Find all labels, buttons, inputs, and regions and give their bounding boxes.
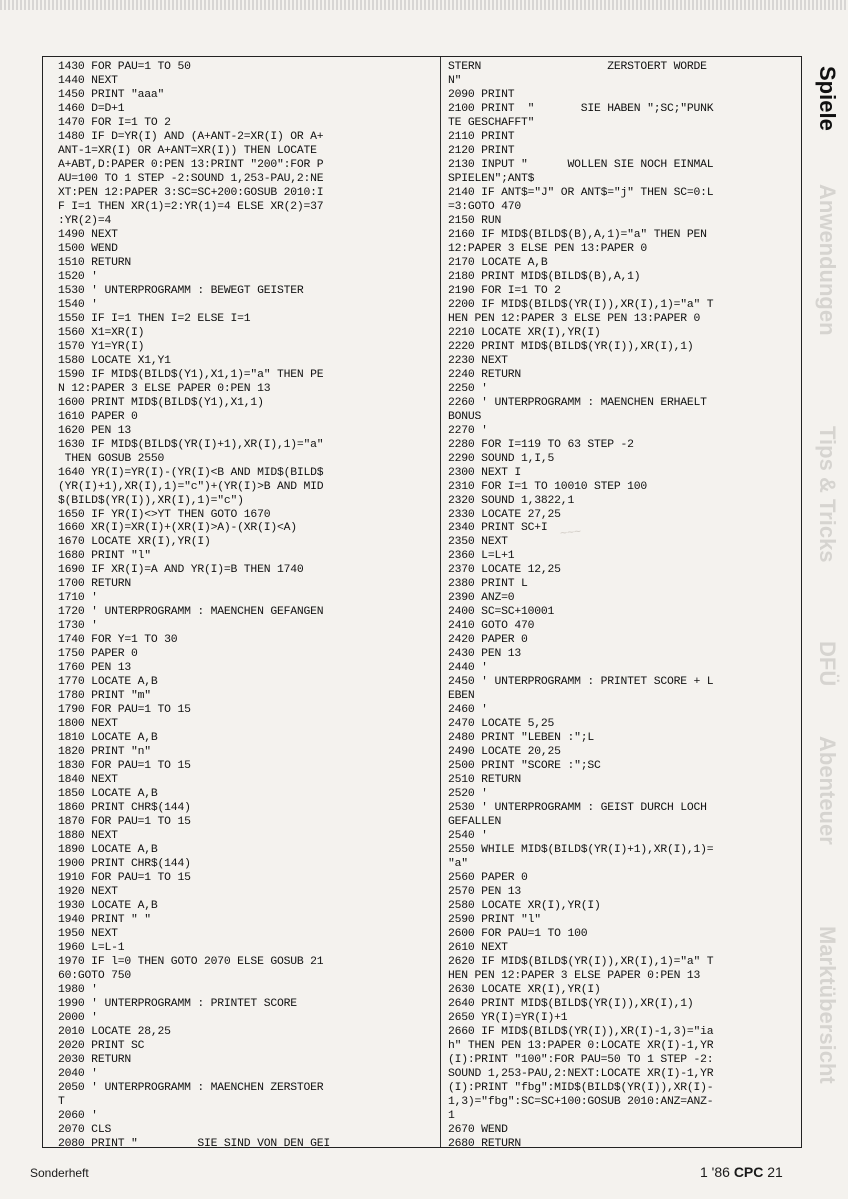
code-right-line: 2640 PRINT MID$(BILD$(YR(I)),XR(I),1) [448, 997, 694, 1010]
code-left-line: 1730 ' [58, 620, 98, 633]
code-right-line: GEFALLEN [448, 816, 502, 829]
code-left-line: 1790 FOR PAU=1 TO 15 [58, 704, 191, 717]
code-right-line: BONUS [448, 410, 482, 423]
code-right-line: 2300 NEXT I [448, 466, 521, 479]
code-left-line: 1540 ' [58, 298, 98, 311]
code-left-line: THEN GOSUB 2550 [58, 452, 165, 465]
code-right-line: 2320 SOUND 1,3822,1 [448, 494, 575, 507]
code-left-line: 1520 ' [58, 270, 98, 283]
footer-label: Sonderheft [30, 1166, 89, 1180]
code-right-line: HEN PEN 12:PAPER 3 ELSE PEN 13:PAPER 0 [448, 312, 701, 325]
code-right-line: 2470 LOCATE 5,25 [448, 718, 555, 731]
code-left-line: 2060 ' [58, 1109, 98, 1122]
column-divider [440, 57, 441, 1148]
code-left-line: 2050 ' UNTERPROGRAMM : MAENCHEN ZERSTOER [58, 1081, 324, 1094]
code-left-line: 1840 NEXT [58, 774, 118, 787]
code-left-line: 1640 YR(I)=YR(I)-(YR(I)<B AND MID$(BILD$ [58, 466, 324, 479]
code-left-line: 2010 LOCATE 28,25 [58, 1025, 171, 1038]
code-left-line: 1680 PRINT "l" [58, 550, 151, 563]
code-left-line: 1960 L=L-1 [58, 942, 125, 955]
code-left-line: 1950 NEXT [58, 928, 118, 941]
code-left-line: 1700 RETURN [58, 578, 131, 591]
code-left-line: 1710 ' [58, 592, 98, 605]
code-right-line: 2450 ' UNTERPROGRAMM : PRINTET SCORE + L [448, 676, 714, 689]
code-left-line: 1930 LOCATE A,B [58, 900, 158, 913]
code-right-line: 2510 RETURN [448, 774, 521, 787]
code-right-line: 2490 LOCATE 20,25 [448, 746, 561, 759]
code-right-line: (I):PRINT "100":FOR PAU=50 TO 1 STEP -2: [448, 1053, 714, 1066]
code-right-line: h" THEN PEN 13:PAPER 0:LOCATE XR(I)-1,YR [448, 1039, 714, 1052]
code-right-line: 2580 LOCATE XR(I),YR(I) [448, 900, 601, 913]
code-left-line: 1970 IF l=0 THEN GOTO 2070 ELSE GOSUB 21 [58, 956, 324, 968]
page-number: 21 [767, 1164, 783, 1180]
code-right-line: (I):PRINT "fbg":MID$(BILD$(YR(I)),XR(I)- [448, 1081, 714, 1094]
code-left-line: 1850 LOCATE A,B [58, 788, 158, 801]
code-left-line: 1510 RETURN [58, 256, 131, 269]
code-left-line: :YR(2)=4 [58, 214, 112, 227]
code-right-line: 2380 PRINT L [448, 578, 528, 591]
code-right-line: SPIELEN";ANT$ [448, 172, 535, 185]
code-left-line: 1770 LOCATE A,B [58, 676, 158, 689]
magazine-name: CPC [733, 1164, 764, 1180]
code-right-line: 2140 IF ANT$="J" OR ANT$="j" THEN SC=0:L [448, 186, 714, 199]
code-left-line: A+ABT,D:PAPER 0:PEN 13:PRINT "200":FOR P [58, 158, 324, 171]
code-right-line: 2520 ' [448, 788, 488, 801]
code-right-line: 2400 SC=SC+10001 [448, 606, 555, 619]
code-left-line: F I=1 THEN XR(1)=2:YR(1)=4 ELSE XR(2)=37 [58, 200, 324, 213]
code-right-line: 2500 PRINT "SCORE :";SC [448, 760, 601, 773]
code-right-line: 2360 L=L+1 [448, 550, 515, 563]
code-right-line: STERN ZERSTOERT WORDE [448, 61, 707, 73]
code-left-line: 2040 ' [58, 1067, 98, 1080]
code-left-line: ANT-1=XR(I) OR A+ANT=XR(I)) THEN LOCATE [58, 144, 317, 157]
code-left-line: T [58, 1095, 65, 1108]
code-right-line: 2430 PEN 13 [448, 648, 521, 661]
code-left-line: 1530 ' UNTERPROGRAMM : BEWEGT GEISTER [58, 284, 304, 297]
code-left-line: AU=100 TO 1 STEP -2:SOUND 1,253-PAU,2:NE [58, 172, 324, 185]
code-left-line: 1880 NEXT [58, 830, 118, 843]
code-right-line: 2190 FOR I=1 TO 2 [448, 284, 561, 297]
code-left-line: 1920 NEXT [58, 886, 118, 899]
code-left-line: 1560 X1=XR(I) [58, 326, 145, 339]
code-left-line: XT:PEN 12:PAPER 3:SC=SC+200:GOSUB 2010:I [58, 186, 324, 199]
code-left-line: 1940 PRINT " " [58, 914, 151, 927]
code-right-line: 2120 PRINT [448, 144, 515, 157]
code-left-line: 1820 PRINT "n" [58, 746, 151, 759]
code-right-line: 2480 PRINT "LEBEN :";L [448, 732, 594, 745]
code-left-line: 1810 LOCATE A,B [58, 732, 158, 745]
code-right-line: 1,3)="fbg":SC=SC+100:GOSUB 2010:ANZ=ANZ- [448, 1095, 714, 1108]
code-left-line: 2000 ' [58, 1011, 98, 1024]
code-left-line: 2070 CLS [58, 1123, 112, 1136]
code-right-line: 2210 LOCATE XR(I),YR(I) [448, 326, 601, 339]
code-right-line: "a" [448, 858, 468, 871]
code-right-line: 2540 ' [448, 830, 488, 843]
perforation-edge [0, 0, 848, 10]
code-left-line: (YR(I)+1),XR(I),1)="c")+(YR(I)>B AND MID [58, 480, 324, 493]
code-right-line: 2270 ' [448, 424, 488, 437]
code-right-line: 2560 PAPER 0 [448, 872, 528, 885]
code-right-line: 2160 IF MID$(BILD$(B),A,1)="a" THEN PEN [448, 228, 707, 241]
pencil-scribble-mark: ~~~ [559, 523, 582, 541]
code-left-line: 1450 PRINT "aaa" [58, 88, 165, 101]
code-right-line: 2390 ANZ=0 [448, 592, 515, 605]
code-right-line: 2200 IF MID$(BILD$(YR(I)),XR(I),1)="a" T [448, 298, 714, 311]
code-left-line: 1470 FOR I=1 TO 2 [58, 116, 171, 129]
code-right-line: 2650 YR(I)=YR(I)+1 [448, 1011, 568, 1024]
code-left-line: 1760 PEN 13 [58, 662, 131, 675]
code-left-line: 2030 RETURN [58, 1053, 131, 1066]
code-right-line: 2170 LOCATE A,B [448, 256, 548, 269]
code-left-line: 1870 FOR PAU=1 TO 15 [58, 816, 191, 829]
footer-issue-info [700, 1164, 783, 1180]
code-right-line: TE GESCHAFFT" [448, 116, 535, 129]
code-left-line: 1690 IF XR(I)=A AND YR(I)=B THEN 1740 [58, 564, 304, 577]
tab-spiele: Spiele [815, 66, 840, 131]
code-right-line: 1 [448, 1109, 455, 1122]
code-right-line: 2330 LOCATE 27,25 [448, 508, 561, 521]
code-right-line: 2570 PEN 13 [448, 886, 521, 899]
code-left-line: 1660 XR(I)=XR(I)+(XR(I)>A)-(XR(I)<A) [58, 522, 297, 535]
code-right-line: 2350 NEXT [448, 536, 508, 549]
code-left-line: 1440 NEXT [58, 74, 118, 87]
code-left-line: 1580 LOCATE X1,Y1 [58, 354, 171, 367]
code-right-line: 2410 GOTO 470 [448, 620, 535, 633]
code-left-line: 1670 LOCATE XR(I),YR(I) [58, 536, 211, 549]
code-left-line: 1750 PAPER 0 [58, 648, 138, 661]
code-right-line: 2610 NEXT [448, 942, 508, 955]
code-left-line: 1980 ' [58, 983, 98, 996]
tab-marktuebersicht: Marktübersicht [815, 926, 840, 1084]
code-right-line: 2260 ' UNTERPROGRAMM : MAENCHEN ERHAELT [448, 396, 707, 409]
code-right-line: 2310 FOR I=1 TO 10010 STEP 100 [448, 480, 648, 493]
issue-number: 1 '86 [700, 1164, 730, 1180]
code-right-line: 2110 PRINT [448, 130, 515, 143]
code-right-line: 2230 NEXT [448, 354, 508, 367]
code-left-line: 2080 PRINT " SIE SIND VON DEN GEI [58, 1137, 331, 1148]
code-right-line: 2590 PRINT "l" [448, 914, 541, 927]
tab-anwendungen: Anwendungen [815, 184, 840, 336]
code-left-line: 1620 PEN 13 [58, 424, 131, 437]
listing-column-left [58, 61, 393, 1148]
listing-column-right [448, 61, 793, 1148]
code-right-line: 2150 RUN [448, 214, 502, 227]
code-right-line: 2130 INPUT " WOLLEN SIE NOCH EINMAL [448, 158, 714, 171]
code-left-line: 1590 IF MID$(BILD$(Y1),X1,1)="a" THEN PE [58, 368, 324, 381]
code-left-line: 1630 IF MID$(BILD$(YR(I)+1),XR(I),1)="a" [58, 438, 324, 451]
code-right-line: 2220 PRINT MID$(BILD$(YR(I)),XR(I),1) [448, 340, 694, 353]
code-left-line: 1990 ' UNTERPROGRAMM : PRINTET SCORE [58, 997, 297, 1010]
code-right-line: 2630 LOCATE XR(I),YR(I) [448, 983, 601, 996]
tab-abenteuer: Abenteuer [815, 736, 840, 845]
code-right-line: 2240 RETURN [448, 368, 521, 381]
code-right-line: 2660 IF MID$(BILD$(YR(I)),XR(I)-1,3)="ia [448, 1025, 714, 1038]
code-right-line: 2250 ' [448, 382, 488, 395]
code-left-line: 1480 IF D=YR(I) AND (A+ANT-2=XR(I) OR A+ [58, 130, 324, 143]
code-right-line: 2600 FOR PAU=1 TO 100 [448, 928, 588, 941]
code-right-line: 2090 PRINT [448, 88, 515, 101]
code-right-line: 2340 PRINT SC+I [448, 522, 548, 535]
code-right-line: 2100 PRINT " SIE HABEN ";SC;"PUNK [448, 102, 714, 115]
code-right-line: 12:PAPER 3 ELSE PEN 13:PAPER 0 [448, 242, 648, 255]
code-left-line: 1600 PRINT MID$(BILD$(Y1),X1,1) [58, 396, 264, 409]
code-left-line: 1740 FOR Y=1 TO 30 [58, 634, 178, 647]
code-left-line: N 12:PAPER 3 ELSE PAPER 0:PEN 13 [58, 382, 271, 395]
code-left-line: 1860 PRINT CHR$(144) [58, 802, 191, 815]
code-right-line: 2530 ' UNTERPROGRAMM : GEIST DURCH LOCH [448, 802, 707, 815]
listing-frame [42, 56, 802, 1148]
code-left-line: 1430 FOR PAU=1 TO 50 [58, 61, 191, 73]
code-right-line: 2180 PRINT MID$(BILD$(B),A,1) [448, 270, 641, 283]
code-right-line: N" [448, 74, 462, 87]
code-right-line: HEN PEN 12:PAPER 3 ELSE PAPER 0:PEN 13 [448, 969, 701, 982]
code-right-line: SOUND 1,253-PAU,2:NEXT:LOCATE XR(I)-1,YR [448, 1067, 714, 1080]
tab-dfue: DFÜ [815, 641, 840, 687]
code-right-line: 2680 RETURN [448, 1137, 521, 1148]
code-left-line: 1460 D=D+1 [58, 102, 125, 115]
code-right-line: 2440 ' [448, 662, 488, 675]
code-left-line: 1550 IF I=1 THEN I=2 ELSE I=1 [58, 312, 251, 325]
code-left-line: 1500 WEND [58, 242, 118, 255]
code-left-line: 1910 FOR PAU=1 TO 15 [58, 872, 191, 885]
code-right-line: 2460 ' [448, 704, 488, 717]
code-left-line: 1570 Y1=YR(I) [58, 340, 145, 353]
code-right-line: 2280 FOR I=119 TO 63 STEP -2 [448, 438, 634, 451]
code-right-line: =3:GOTO 470 [448, 200, 521, 213]
code-right-line: 2550 WHILE MID$(BILD$(YR(I)+1),XR(I),1)= [448, 844, 714, 857]
code-right-line: EBEN [448, 690, 475, 703]
code-left-line: 1830 FOR PAU=1 TO 15 [58, 760, 191, 773]
code-left-line: 1900 PRINT CHR$(144) [58, 858, 191, 871]
section-tabs [808, 56, 840, 1156]
tab-tips-tricks: Tips & Tricks [815, 426, 840, 563]
code-left-line: 2020 PRINT SC [58, 1039, 145, 1052]
code-left-line: $(BILD$(YR(I)),XR(I),1)="c") [58, 494, 244, 507]
code-right-line: 2420 PAPER 0 [448, 634, 528, 647]
code-right-line: 2370 LOCATE 12,25 [448, 564, 561, 577]
code-right-line: 2670 WEND [448, 1123, 508, 1136]
code-left-line: 1490 NEXT [58, 228, 118, 241]
code-left-line: 1780 PRINT "m" [58, 690, 151, 703]
code-right-line: 2290 SOUND 1,I,5 [448, 452, 555, 465]
code-left-line: 1650 IF YR(I)<>YT THEN GOTO 1670 [58, 508, 271, 521]
code-left-line: 60:GOTO 750 [58, 969, 131, 982]
code-left-line: 1720 ' UNTERPROGRAMM : MAENCHEN GEFANGEN [58, 606, 324, 619]
code-left-line: 1610 PAPER 0 [58, 410, 138, 423]
code-left-line: 1890 LOCATE A,B [58, 844, 158, 857]
code-right-line: 2620 IF MID$(BILD$(YR(I)),XR(I),1)="a" T [448, 956, 714, 968]
code-left-line: 1800 NEXT [58, 718, 118, 731]
